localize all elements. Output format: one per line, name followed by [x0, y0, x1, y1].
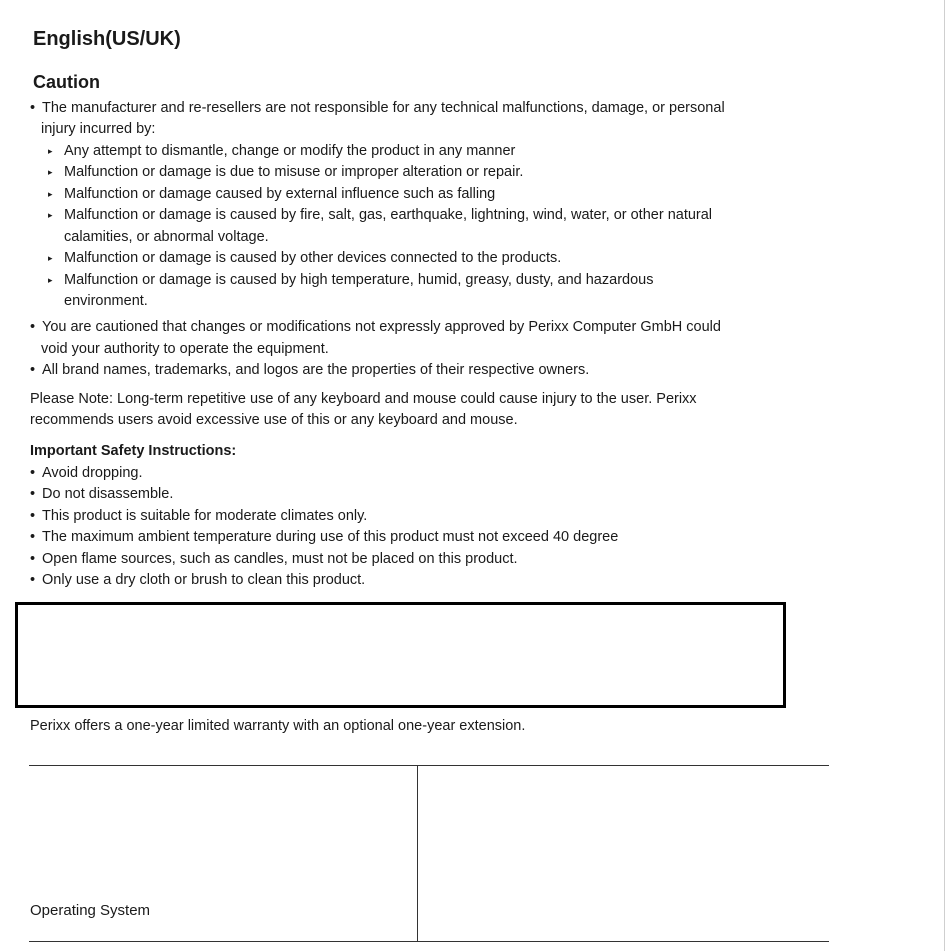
bullet-icon: • — [30, 572, 36, 588]
caution-item: Malfunction or damage caused by external influence such as falling — [64, 186, 496, 202]
bullet-icon: • — [30, 100, 36, 116]
table-bottom-border — [29, 941, 829, 942]
caution-item: Malfunction or damage is caused by high temperature, humid, greasy, dusty, and hazardous — [64, 272, 654, 288]
safety-item: Open flame sources, such as candles, must not be placed on this product. — [42, 551, 518, 567]
table-column-divider — [417, 765, 418, 942]
triangle-bullet-icon: ▸ — [48, 146, 53, 156]
changes-line1: You are cautioned that changes or modifications not expressly approved by Perixx Computer GmbH could — [42, 319, 721, 335]
bullet-icon: • — [30, 319, 36, 335]
safety-heading: Important Safety Instructions: — [30, 443, 237, 459]
caution-item: Malfunction or damage is due to misuse or improper alteration or repair. — [64, 164, 524, 180]
bullet-icon: • — [30, 486, 36, 502]
language-heading: English(US/UK) — [33, 28, 181, 50]
caution-item-continuation: calamities, or abnormal voltage. — [64, 229, 269, 245]
triangle-bullet-icon: ▸ — [48, 189, 53, 199]
triangle-bullet-icon: ▸ — [48, 253, 53, 263]
bullet-icon: • — [30, 362, 36, 378]
safety-item: This product is suitable for moderate climates only. — [42, 508, 368, 524]
changes-line2: void your authority to operate the equipment. — [41, 341, 329, 357]
caution-item-continuation: environment. — [64, 293, 148, 309]
bullet-icon: • — [30, 529, 36, 545]
empty-framed-box — [15, 602, 786, 708]
caution-item: Any attempt to dismantle, change or modify the product in any manner — [64, 143, 516, 159]
safety-item: Only use a dry cloth or brush to clean this product. — [42, 572, 366, 588]
caution-intro-line1: The manufacturer and re-resellers are not responsible for any technical malfunctions, damage, or personal — [42, 100, 725, 116]
bullet-icon: • — [30, 551, 36, 567]
caution-item: Malfunction or damage is caused by fire, salt, gas, earthquake, lightning, wind, water, or other natural — [64, 207, 713, 223]
note-line1: Please Note: Long-term repetitive use of any keyboard and mouse could cause injury to the user. Perixx — [30, 391, 697, 407]
bullet-icon: • — [30, 508, 36, 524]
triangle-bullet-icon: ▸ — [48, 210, 53, 220]
triangle-bullet-icon: ▸ — [48, 275, 53, 285]
table-row-label: Operating System — [30, 902, 151, 919]
safety-item: Do not disassemble. — [42, 486, 174, 502]
brands-line: All brand names, trademarks, and logos are the properties of their respective owners. — [42, 362, 590, 378]
warranty-line: Perixx offers a one-year limited warranty with an optional one-year extension. — [30, 718, 526, 734]
safety-item: The maximum ambient temperature during use of this product must not exceed 40 degree — [42, 529, 619, 545]
table-top-border — [29, 765, 829, 766]
triangle-bullet-icon: ▸ — [48, 167, 53, 177]
page-edge-line — [944, 0, 945, 951]
bullet-icon: • — [30, 465, 36, 481]
safety-item: Avoid dropping. — [42, 465, 143, 481]
note-line2: recommends users avoid excessive use of this or any keyboard and mouse. — [30, 412, 518, 428]
caution-item: Malfunction or damage is caused by other devices connected to the products. — [64, 250, 562, 266]
caution-intro-line2: injury incurred by: — [41, 121, 156, 137]
caution-heading: Caution — [33, 72, 100, 92]
